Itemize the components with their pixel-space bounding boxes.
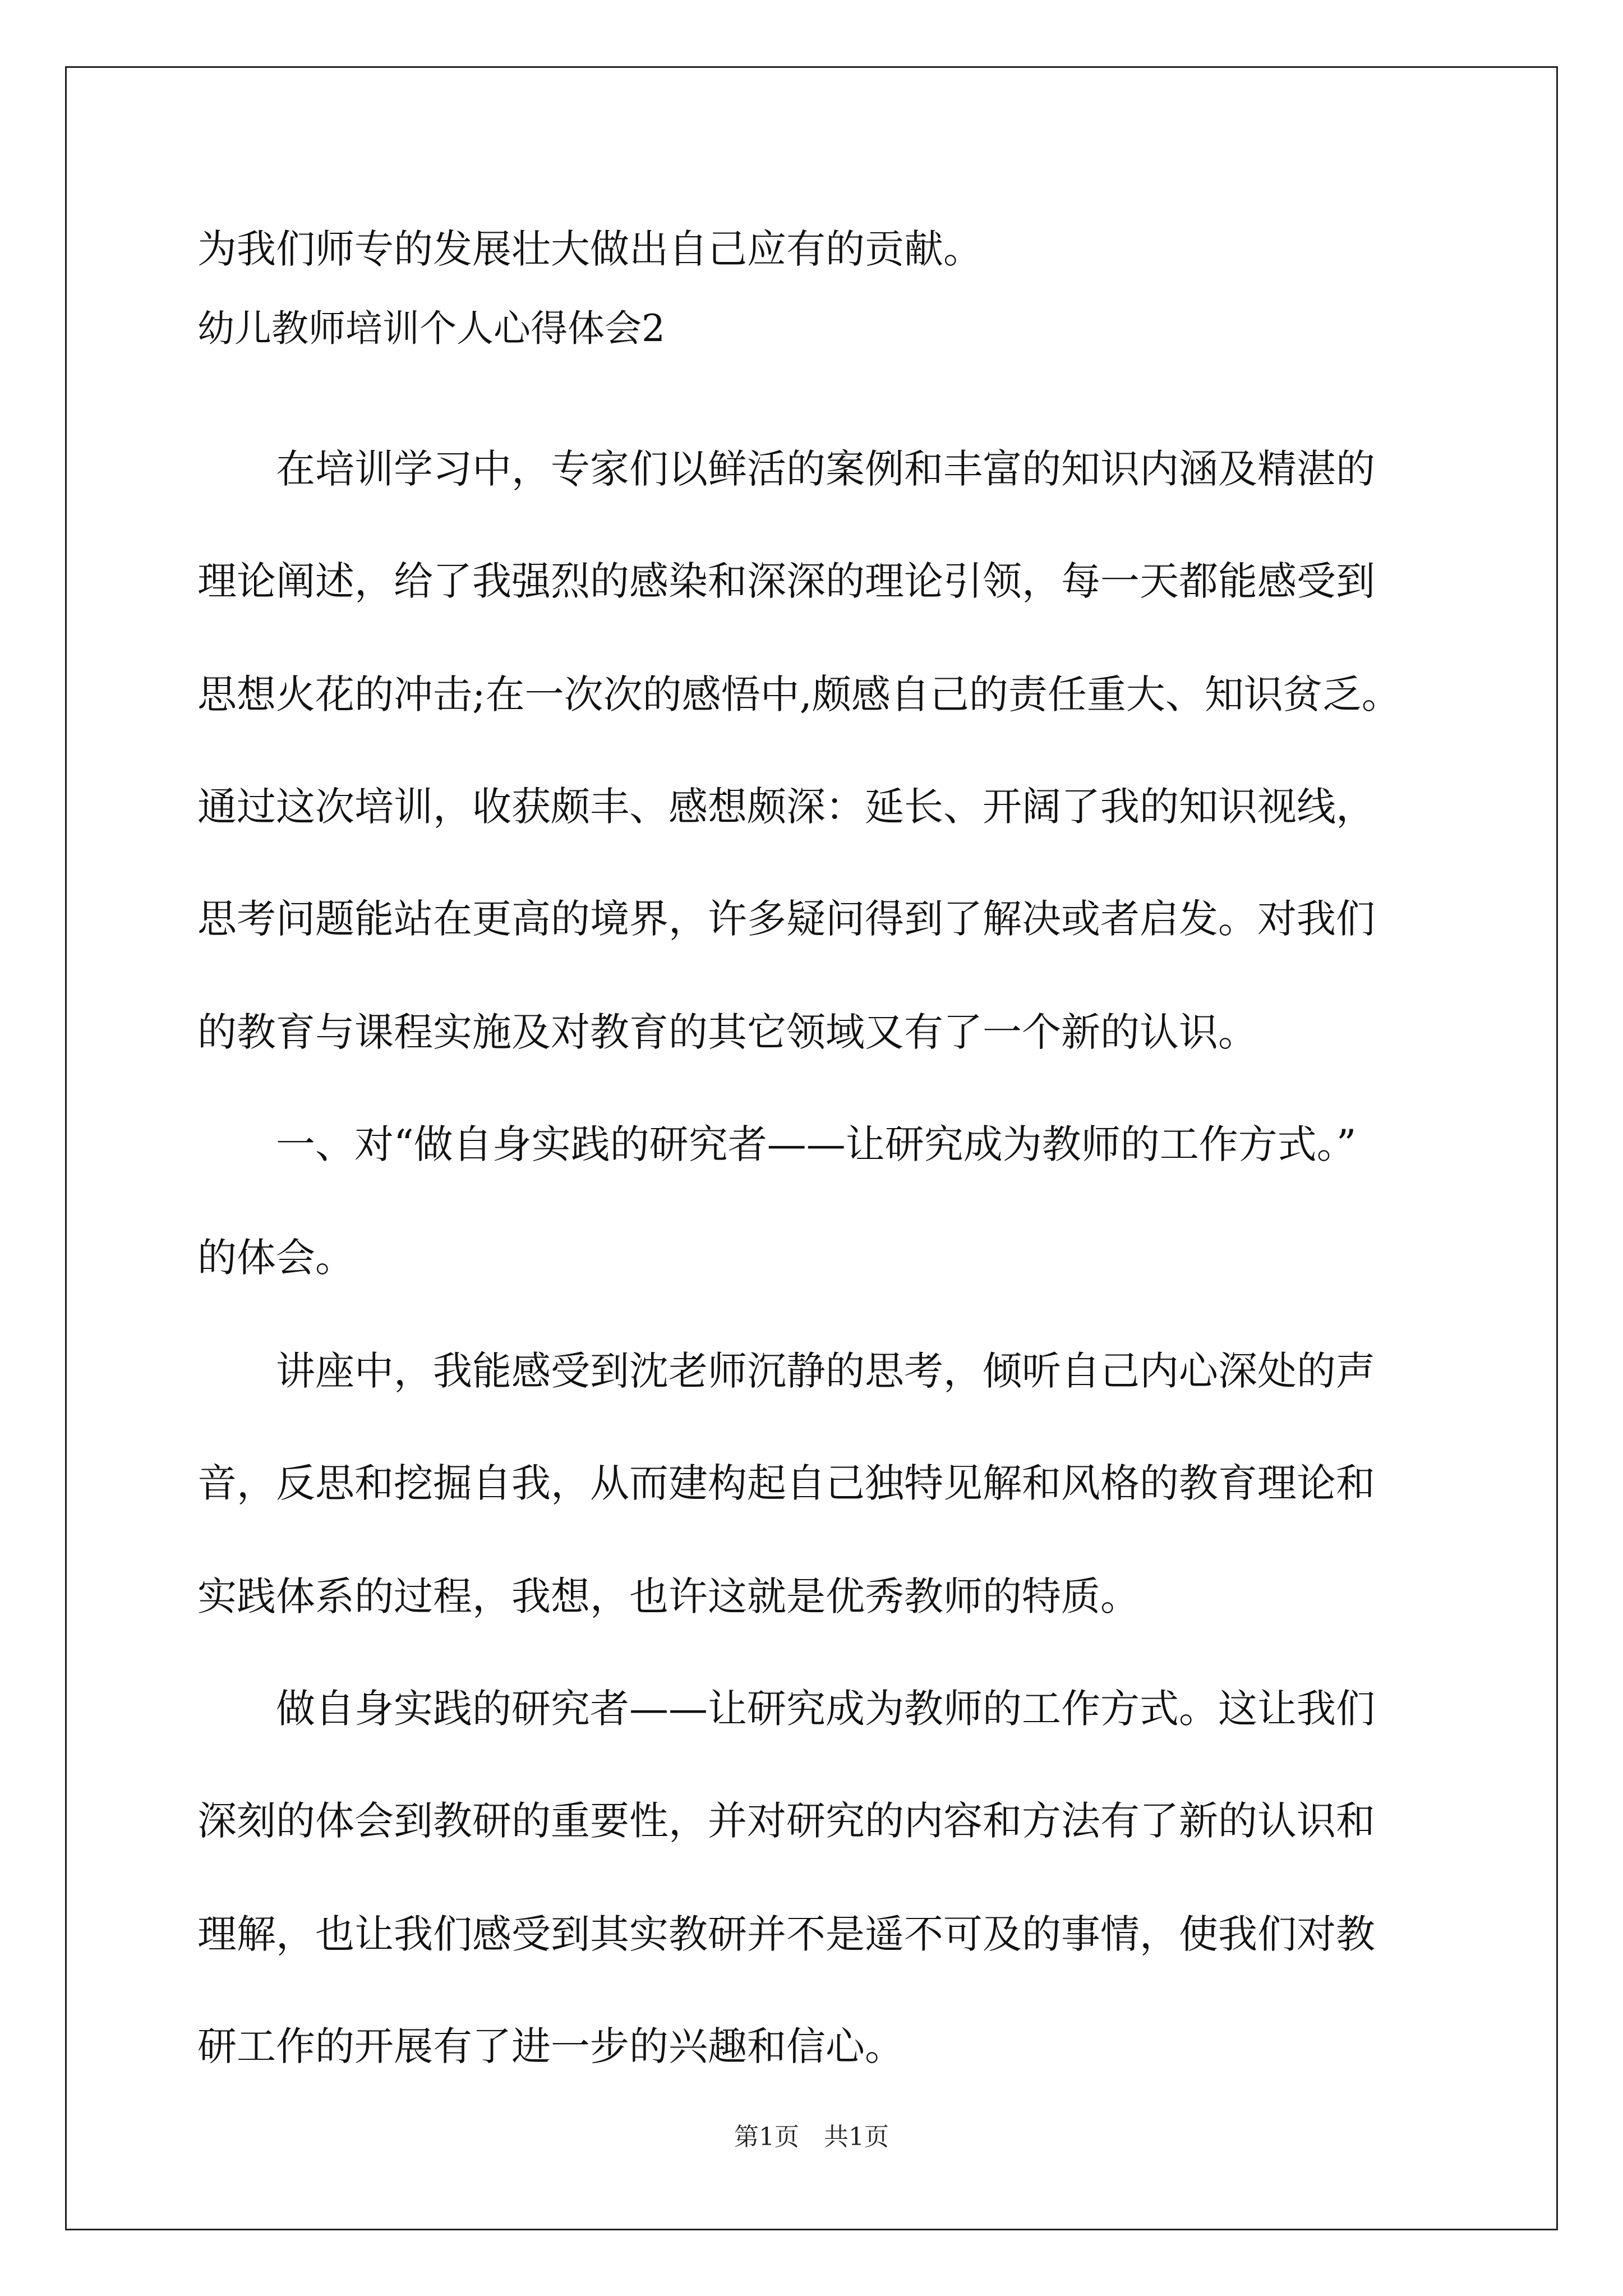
text-line: 实践体系的过程，我想，也许这就是优秀教师的特质。 (197, 1573, 1140, 1619)
text-line: 一、对“做自身实践的研究者——让研究成为教师的工作方式。” (197, 1121, 1357, 1167)
text-line: 通过这次培训，收获颇丰、感想颇深：延长、开阔了我的知识视线， (197, 784, 1375, 830)
text-line: 的体会。 (197, 1235, 354, 1281)
text-line: 在培训学习中，专家们以鲜活的案例和丰富的知识内涵及精湛的 (197, 446, 1375, 492)
text-line: 的教育与课程实施及对教育的其它领域又有了一个新的认识。 (197, 1009, 1257, 1055)
text-line: 思考问题能站在更高的境界，许多疑问得到了解决或者启发。对我们 (197, 896, 1375, 942)
text-line: 为我们师专的发展壮大做出自己应有的贡献。 (197, 226, 983, 272)
page-number-footer: 第1页 共1页 (734, 2123, 889, 2151)
text-line: 理解，也让我们感受到其实教研并不是遥不可及的事情，使我们对教 (197, 1911, 1375, 1957)
text-line: 做自身实践的研究者——让研究成为教师的工作方式。这让我们 (197, 1686, 1375, 1732)
section-heading: 幼儿教师培训个人心得体会2 (197, 307, 665, 350)
text-line: 音，反思和挖掘自我，从而建构起自己独特见解和风格的教育理论和 (197, 1460, 1375, 1506)
text-line: 理论阐述，给了我强烈的感染和深深的理论引领，每一天都能感受到 (197, 558, 1375, 604)
text-line: 研工作的开展有了进一步的兴趣和信心。 (197, 2023, 904, 2069)
text-line: 讲座中，我能感受到沈老师沉静的思考，倾听自己内心深处的声 (197, 1348, 1375, 1394)
text-line: 深刻的体会到教研的重要性，并对研究的内容和方法有了新的认识和 (197, 1798, 1375, 1844)
text-line: 思想火花的冲击;在一次次的感悟中,颇感自己的责任重大、知识贫乏。 (197, 671, 1401, 717)
